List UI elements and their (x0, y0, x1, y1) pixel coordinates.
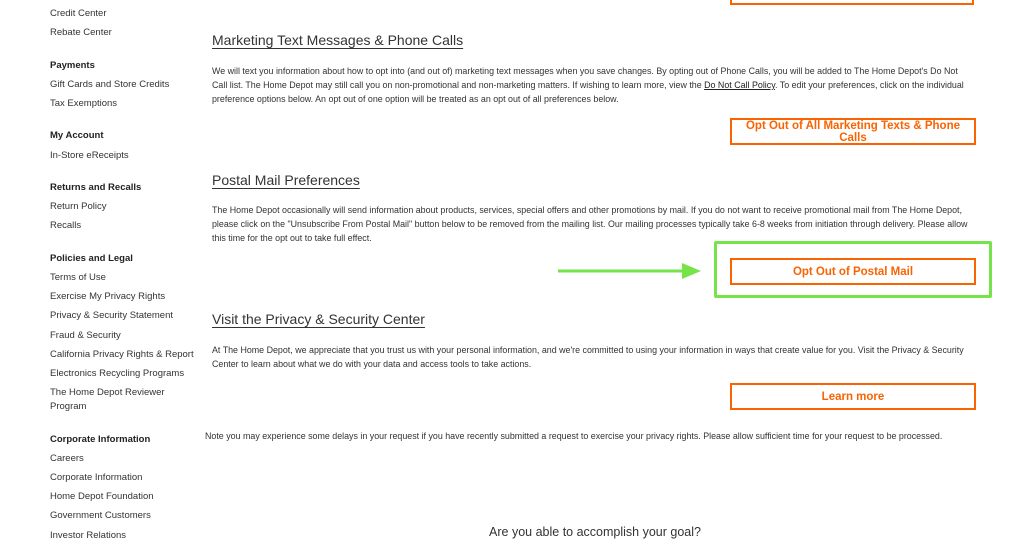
sidebar-link-foundation[interactable]: Home Depot Foundation (50, 491, 154, 502)
sidebar-link-terms-of-use[interactable]: Terms of Use (50, 272, 106, 283)
sidebar-link-rebate-center[interactable]: Rebate Center (50, 27, 112, 38)
sidebar-link-in-store-ereceipts[interactable]: In-Store eReceipts (50, 150, 129, 161)
sidebar-link-credit-center[interactable]: Credit Center (50, 8, 107, 19)
arrow-right-icon (558, 262, 702, 280)
sidebar-heading-my-account: My Account (50, 130, 104, 141)
sidebar-link-california-privacy[interactable]: California Privacy Rights & Report (50, 349, 194, 360)
marketing-section-title: Marketing Text Messages & Phone Calls (212, 32, 464, 48)
sidebar-link-return-policy[interactable]: Return Policy (50, 201, 107, 212)
privacy-center-section-title: Visit the Privacy & Security Center (212, 311, 425, 327)
sidebar-link-electronics-recycling[interactable]: Electronics Recycling Programs (50, 368, 185, 379)
sidebar-link-government[interactable]: Government Customers (50, 510, 151, 521)
sidebar-link-gift-cards[interactable]: Gift Cards and Store Credits (50, 79, 170, 90)
sidebar-link-reviewer-program[interactable]: The Home Depot Reviewer Program (50, 387, 165, 412)
opt-out-marketing-button[interactable]: Opt Out of All Marketing Texts & Phone Calls (730, 118, 976, 145)
postal-section-title: Postal Mail Preferences (212, 172, 360, 188)
privacy-center-description: At The Home Depot, we appreciate that you trust us with your personal information, and we're committed to using your information in ways that create value for you. Visit the Privacy & Security Center to learn about what we do with your data and access tools to take actions. (212, 345, 964, 369)
marketing-text-after-link: . To edit your preferences, click on the individual preference options below. An opt out of one option will be treated as an opt out of all preferences below. (212, 80, 964, 104)
do-not-call-policy-link[interactable]: Do Not Call Policy (704, 80, 775, 90)
learn-more-button[interactable]: Learn more (730, 383, 976, 410)
feedback-question: Are you able to accomplish your goal? (489, 525, 701, 539)
sidebar-link-tax-exemptions[interactable]: Tax Exemptions (50, 98, 118, 109)
sidebar-link-privacy-statement[interactable]: Privacy & Security Statement (50, 310, 174, 321)
marketing-description (212, 64, 974, 106)
marketing-text-before-link: We will text you information about how to opt into (and out of) marketing text messages when you save changes. By opting out of Phone Calls, you will be added to The Home Depot's Do Not Call list. The Home Depot may still call you on non-promotional and non-marketing matters. If wishing to learn more, view the (212, 66, 958, 90)
sidebar-heading-policies: Policies and Legal (50, 253, 133, 264)
sidebar-heading-payments: Payments (50, 60, 95, 71)
sidebar-link-careers[interactable]: Careers (50, 453, 84, 464)
sidebar-link-fraud-security[interactable]: Fraud & Security (50, 330, 121, 341)
sidebar-link-recalls[interactable]: Recalls (50, 220, 82, 231)
opt-out-postal-mail-button[interactable]: Opt Out of Postal Mail (730, 258, 976, 285)
previous-button-edge[interactable] (730, 0, 974, 5)
sidebar-heading-corporate: Corporate Information (50, 434, 151, 445)
sidebar-link-investor[interactable]: Investor Relations (50, 530, 127, 541)
sidebar-link-corporate-info[interactable]: Corporate Information (50, 472, 143, 483)
sidebar-heading-returns: Returns and Recalls (50, 182, 142, 193)
sidebar-link-exercise-privacy[interactable]: Exercise My Privacy Rights (50, 291, 166, 302)
privacy-request-note: Note you may experience some delays in your request if you have recently submitted a request to exercise your privacy rights. Please allow sufficient time for your request to be processed. (205, 431, 943, 441)
postal-description: The Home Depot occasionally will send information about products, services, special offers and other promotions by mail. If you do not want to receive promotional mail from The Home Depot, please click on the "Unsubscribe From Postal Mail" button below to be removed from the mailing list. Our mailing processes typically take 6-8 weeks from initiation through delivery. Please allow this time for the opt out to take full effect. (212, 205, 968, 243)
